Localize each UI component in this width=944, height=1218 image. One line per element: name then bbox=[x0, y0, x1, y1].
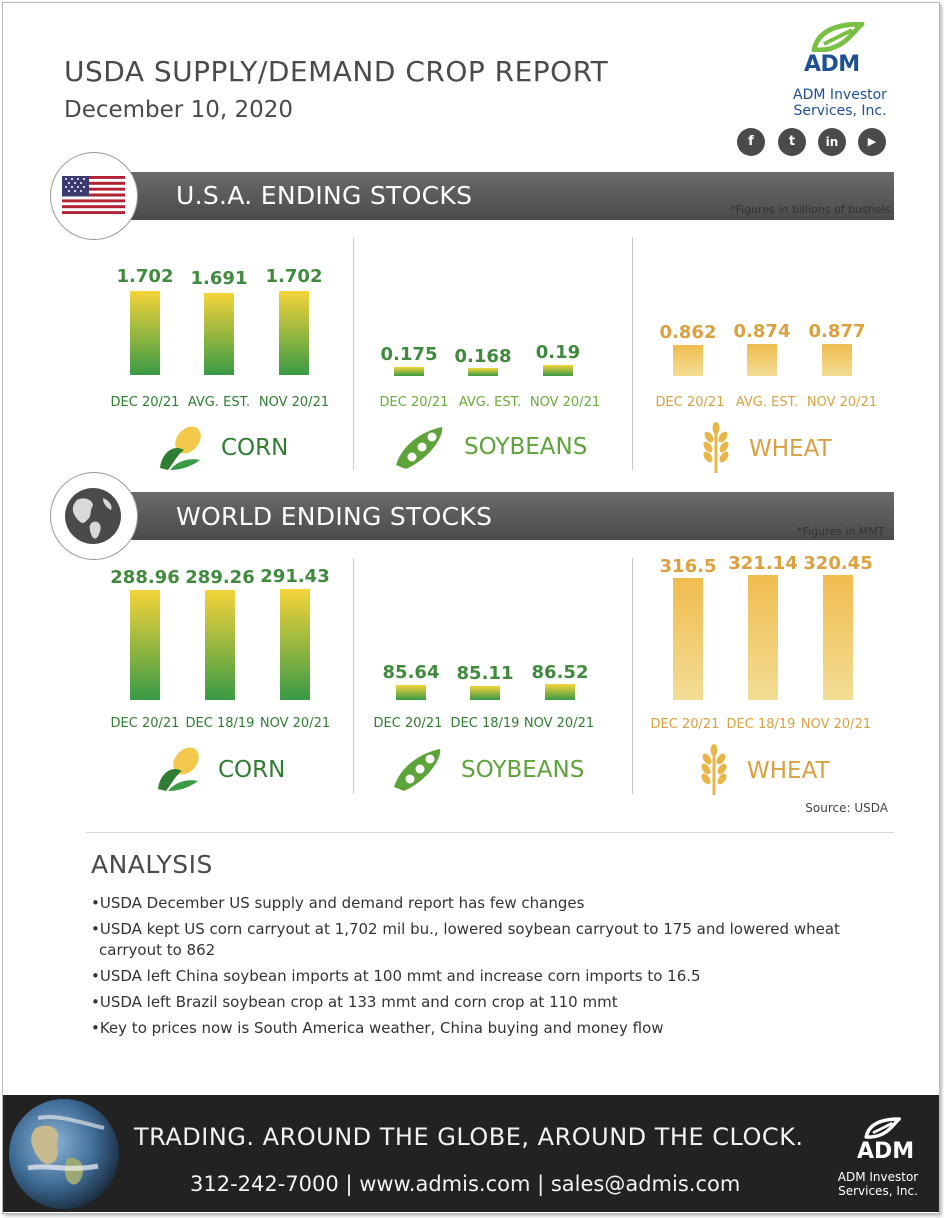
wheat-icon bbox=[694, 743, 734, 795]
world-soy-name: SOYBEANS bbox=[461, 757, 585, 783]
usa-corn-value-dec: 1.702 bbox=[116, 266, 174, 287]
footer-adm-logo-text: ADM bbox=[857, 1139, 915, 1164]
report-title: USDA SUPPLY/DEMAND CROP REPORT bbox=[64, 55, 609, 88]
facebook-icon[interactable]: f bbox=[737, 128, 765, 156]
usa-corn-name: CORN bbox=[221, 435, 289, 461]
world-corn-bar-nov bbox=[280, 589, 310, 700]
usa-soy-label-nov: NOV 20/21 bbox=[529, 395, 601, 410]
usa-corn-bar-nov bbox=[279, 291, 309, 375]
world-divider-1 bbox=[353, 558, 354, 794]
usa-soy-bar-nov bbox=[543, 365, 573, 376]
soybean-icon bbox=[390, 745, 446, 793]
world-corn-value-nov: 291.43 bbox=[260, 566, 330, 587]
world-corn-label-1819: DEC 18/19 bbox=[185, 716, 255, 731]
usa-corn-label-avg: AVG. EST. bbox=[187, 395, 251, 410]
world-soy-label-1819: DEC 18/19 bbox=[450, 716, 520, 731]
world-wheat-label-dec: DEC 20/21 bbox=[650, 717, 720, 732]
world-soy-bar-nov bbox=[545, 684, 575, 700]
adm-leaf-logo-icon bbox=[808, 22, 866, 52]
usa-corn-label-nov: NOV 20/21 bbox=[258, 395, 330, 410]
world-wheat-bar-nov bbox=[823, 575, 853, 700]
world-wheat-bar-1819 bbox=[748, 575, 778, 700]
soybean-icon bbox=[392, 423, 448, 471]
world-wheat-value-dec: 316.5 bbox=[659, 556, 717, 577]
world-corn-value-dec: 288.96 bbox=[110, 567, 180, 588]
usa-corn-value-avg: 1.691 bbox=[190, 268, 248, 289]
source-note: Source: USDA bbox=[805, 801, 888, 815]
world-units-note: *Figures in MMT bbox=[797, 525, 885, 538]
usa-wheat-value-nov: 0.877 bbox=[808, 321, 866, 342]
usa-soy-value-nov: 0.19 bbox=[535, 342, 581, 363]
world-soy-value-nov: 86.52 bbox=[531, 662, 589, 683]
world-wheat-value-nov: 320.45 bbox=[803, 553, 873, 574]
world-section-title: WORLD ENDING STOCKS bbox=[176, 502, 493, 531]
usa-units-note: *Figures in billions of bushels bbox=[730, 203, 891, 216]
usa-soy-name: SOYBEANS bbox=[464, 434, 588, 460]
usa-wheat-bar-dec bbox=[673, 345, 703, 376]
report-date: December 10, 2020 bbox=[64, 97, 294, 123]
company-name bbox=[788, 87, 892, 119]
footer-company-line1: ADM Investor bbox=[837, 1170, 919, 1184]
usa-soy-value-avg: 0.168 bbox=[454, 346, 512, 367]
world-soy-bar-1819 bbox=[470, 686, 500, 700]
world-corn-bar-dec bbox=[130, 590, 160, 700]
world-divider-2 bbox=[632, 558, 633, 794]
world-wheat-value-1819: 321.14 bbox=[728, 553, 798, 574]
usa-corn-bar-avg bbox=[204, 293, 234, 375]
usa-corn-bar-dec bbox=[130, 291, 160, 375]
world-soy-label-nov: NOV 20/21 bbox=[523, 716, 595, 731]
world-soy-value-dec: 85.64 bbox=[382, 662, 440, 683]
usa-soy-label-dec: DEC 20/21 bbox=[379, 395, 449, 410]
usa-corn-label-dec: DEC 20/21 bbox=[110, 395, 180, 410]
usa-wheat-label-nov: NOV 20/21 bbox=[806, 395, 878, 410]
analysis-bullet: •USDA left Brazil soybean crop at 133 mmt and corn crop at 110 mmt bbox=[91, 993, 618, 1011]
usa-soy-value-dec: 0.175 bbox=[380, 344, 438, 365]
world-corn-value-1819: 289.26 bbox=[185, 567, 255, 588]
company-name-line2: Services, Inc. bbox=[793, 103, 887, 119]
usa-soy-label-avg: AVG. EST. bbox=[458, 395, 522, 410]
globe-icon bbox=[63, 486, 123, 546]
footer-tagline: TRADING. AROUND THE GLOBE, AROUND THE CLOCK. bbox=[134, 1123, 804, 1151]
usa-wheat-name: WHEAT bbox=[749, 436, 832, 462]
usa-wheat-bar-avg bbox=[747, 344, 777, 376]
world-wheat-bar-dec bbox=[673, 578, 703, 700]
world-corn-label-dec: DEC 20/21 bbox=[110, 716, 180, 731]
world-wheat-label-1819: DEC 18/19 bbox=[726, 717, 796, 732]
analysis-list bbox=[91, 893, 851, 1044]
analysis-bullet: •USDA kept US corn carryout at 1,702 mil bu., lowered soybean carryout to 175 and lowered wheat carryout to 862 bbox=[91, 920, 840, 959]
usa-section-title: U.S.A. ENDING STOCKS bbox=[176, 181, 473, 210]
twitter-icon[interactable]: t bbox=[778, 128, 806, 156]
adm-logo-text: ADM bbox=[804, 52, 860, 77]
usa-corn-value-nov: 1.702 bbox=[265, 266, 323, 287]
linkedin-icon[interactable]: in bbox=[818, 128, 846, 156]
usa-flag-icon bbox=[62, 176, 125, 214]
footer-contact[interactable]: 312-242-7000 | www.admis.com | sales@admis.com bbox=[190, 1172, 741, 1196]
footer-company-name bbox=[832, 1170, 924, 1198]
analysis-heading: ANALYSIS bbox=[91, 850, 213, 879]
usa-wheat-value-dec: 0.862 bbox=[659, 322, 717, 343]
earth-image-icon bbox=[8, 1098, 126, 1210]
world-wheat-label-nov: NOV 20/21 bbox=[800, 717, 872, 732]
world-soy-bar-dec bbox=[396, 685, 426, 700]
usa-wheat-bar-nov bbox=[822, 344, 852, 376]
world-corn-bar-1819 bbox=[205, 590, 235, 700]
usa-soy-bar-avg bbox=[468, 368, 498, 376]
world-soy-value-1819: 85.11 bbox=[456, 663, 514, 684]
usa-divider-1 bbox=[353, 237, 354, 470]
corn-icon bbox=[156, 424, 208, 472]
adm-leaf-logo-icon bbox=[862, 1117, 902, 1139]
company-name-line1: ADM Investor bbox=[793, 87, 887, 103]
analysis-bullet: •USDA December US supply and demand report has few changes bbox=[91, 894, 585, 912]
analysis-bullet: •USDA left China soybean imports at 100 mmt and increase corn imports to 16.5 bbox=[91, 967, 701, 985]
usa-soy-bar-dec bbox=[394, 367, 424, 376]
usa-wheat-value-avg: 0.874 bbox=[733, 321, 791, 342]
world-corn-name: CORN bbox=[218, 757, 286, 783]
usa-wheat-label-dec: DEC 20/21 bbox=[655, 395, 725, 410]
world-wheat-name: WHEAT bbox=[747, 758, 830, 784]
world-corn-label-nov: NOV 20/21 bbox=[259, 716, 331, 731]
world-soy-label-dec: DEC 20/21 bbox=[373, 716, 443, 731]
youtube-icon[interactable]: ▶ bbox=[858, 128, 886, 156]
usa-wheat-label-avg: AVG. EST. bbox=[735, 395, 799, 410]
analysis-bullet: •Key to prices now is South America weather, China buying and money flow bbox=[91, 1019, 664, 1037]
corn-icon bbox=[154, 745, 206, 793]
section-rule bbox=[86, 832, 894, 833]
usa-divider-2 bbox=[632, 237, 633, 470]
footer-company-line2: Services, Inc. bbox=[838, 1184, 918, 1198]
wheat-icon bbox=[696, 421, 736, 473]
